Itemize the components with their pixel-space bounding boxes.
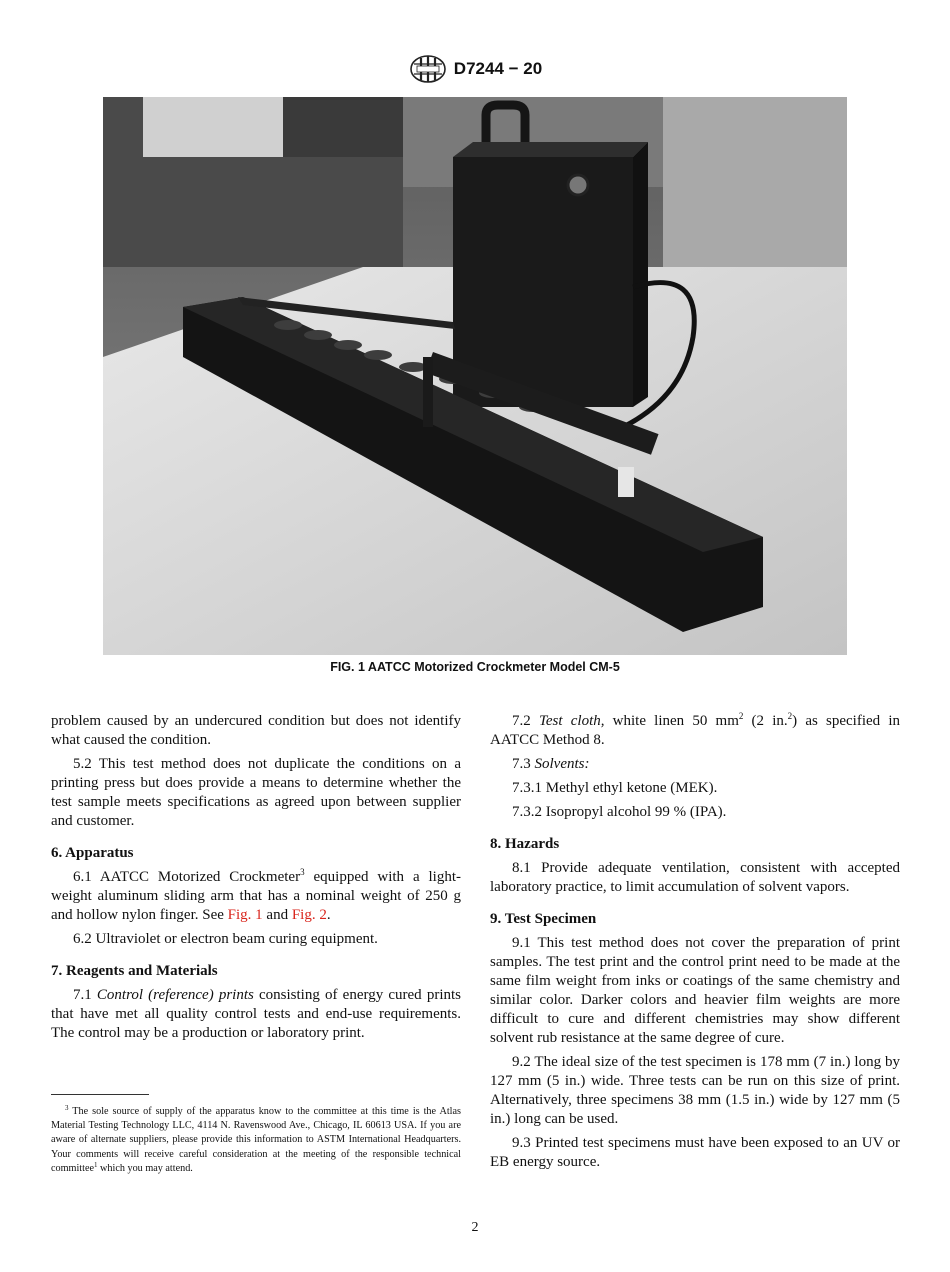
paragraph-italic-term: Test cloth, bbox=[538, 713, 605, 729]
footnote-ref-3[interactable]: 3 bbox=[300, 867, 305, 877]
footnote-marker: 3 bbox=[65, 1104, 69, 1112]
paragraph-text: ) as specified in AATCC Method 8. bbox=[490, 713, 900, 748]
figure-1-photo bbox=[103, 97, 847, 655]
paragraph-text: white linen 50 mm bbox=[604, 713, 739, 729]
paragraph-6-2: 6.2 Ultraviolet or electron beam curing equipment. bbox=[73, 931, 378, 947]
section-heading-reagents: 7. Reagents and Materials bbox=[51, 963, 218, 979]
paragraph-9-1: 9.1 This test method does not cover the preparation of print samples. The test print and the control print need to be made at the same film weight from inks or coatings of the same chemistry and similar color. Darker colors and heavier film weights are more difficult to cure and different chemistries may show different solvent rub resistance at the same degree of cure. bbox=[490, 935, 900, 1046]
fig-1-link[interactable]: Fig. 1 bbox=[227, 907, 263, 923]
paragraph-7-1 bbox=[51, 986, 461, 1043]
paragraph-number: 7.3 bbox=[512, 756, 531, 772]
astm-logo-icon bbox=[408, 54, 448, 84]
paragraph-7-3-1: 7.3.1 Methyl ethyl ketone (MEK). bbox=[512, 780, 718, 796]
paragraph-italic-term: Control (reference) prints bbox=[96, 987, 254, 1003]
paragraph-9-2: 9.2 The ideal size of the test specimen is 178 mm (7 in.) long by 127 mm (5 in.) wide. Three tests can be run on this size of print. Alternatively, three specimens 38 mm (1.5 in.) wide by 127 mm (5 in.) long can be used. bbox=[490, 1054, 900, 1127]
footnote-divider bbox=[51, 1094, 149, 1095]
footnote-text: The sole source of supply of the apparatus know to the committee at this time is the Atlas Material Testing Technology LLC, 4114 N. Ravenswood Ave., Chicago, IL 60613 USA. If you are aware of alternate suppliers, please provide this information to ASTM International Headquarters. Your comments will receive careful consideration at the meeting of the responsible technical committee bbox=[51, 1106, 461, 1174]
paragraph-number: 6.1 bbox=[73, 869, 92, 885]
footnote-ref-1[interactable]: 1 bbox=[94, 1160, 98, 1169]
page-number: 2 bbox=[471, 1220, 479, 1235]
paragraph-text: AATCC Motorized Crockmeter bbox=[91, 869, 301, 885]
footnote-text: which you may attend. bbox=[97, 1162, 193, 1174]
paragraph-italic-term: Solvents: bbox=[534, 756, 590, 772]
fig-2-link[interactable]: Fig. 2 bbox=[291, 907, 327, 923]
document-designation: D7244 − 20 bbox=[453, 59, 543, 78]
paragraph-text: equipped with a light-weight aluminum sliding arm that has a nominal weight of 250 g and hollow nylon finger. See bbox=[51, 869, 461, 923]
section-heading-apparatus: 6. Apparatus bbox=[51, 845, 134, 861]
superscript: 2 bbox=[738, 711, 744, 721]
paragraph-text: . bbox=[326, 907, 331, 923]
figure-caption: FIG. 1 AATCC Motorized Crockmeter Model CM-5 bbox=[330, 660, 620, 674]
paragraph-8-1: 8.1 Provide adequate ventilation, consistent with accepted laboratory practice, to limit accumulation of solvent vapors. bbox=[490, 860, 900, 895]
left-column bbox=[51, 712, 461, 1048]
page-header bbox=[0, 54, 950, 84]
paragraph-6-1 bbox=[51, 868, 461, 925]
paragraph-5-2: 5.2 This test method does not duplicate the conditions on a printing press but does provide a means to determine whether the test sample meets specifications as agreed upon between supplier and customer. bbox=[51, 756, 461, 829]
paragraph-9-3: 9.3 Printed test specimens must have been exposed to an UV or EB energy source. bbox=[490, 1135, 900, 1170]
paragraph-continued: problem caused by an undercured condition but does not identify what caused the condition. bbox=[51, 713, 461, 748]
footnote-3 bbox=[51, 1105, 461, 1176]
paragraph-number: 7.2 bbox=[512, 713, 531, 729]
paragraph-7-2 bbox=[490, 712, 900, 750]
paragraph-7-3 bbox=[490, 755, 900, 774]
section-heading-hazards: 8. Hazards bbox=[490, 836, 560, 852]
paragraph-text: consisting of energy cured prints that have met all quality control tests and end-use requirements. The control may be a production or laboratory print. bbox=[51, 987, 461, 1041]
paragraph-text: and bbox=[262, 907, 292, 923]
right-column bbox=[490, 712, 900, 1177]
crockmeter-photo bbox=[103, 97, 847, 655]
paragraph-number: 7.1 bbox=[73, 987, 92, 1003]
paragraph-text: (2 in. bbox=[743, 713, 788, 729]
paragraph-7-3-2: 7.3.2 Isopropyl alcohol 99 % (IPA). bbox=[512, 804, 727, 820]
section-heading-test-specimen: 9. Test Specimen bbox=[490, 911, 597, 927]
superscript: 2 bbox=[787, 711, 793, 721]
